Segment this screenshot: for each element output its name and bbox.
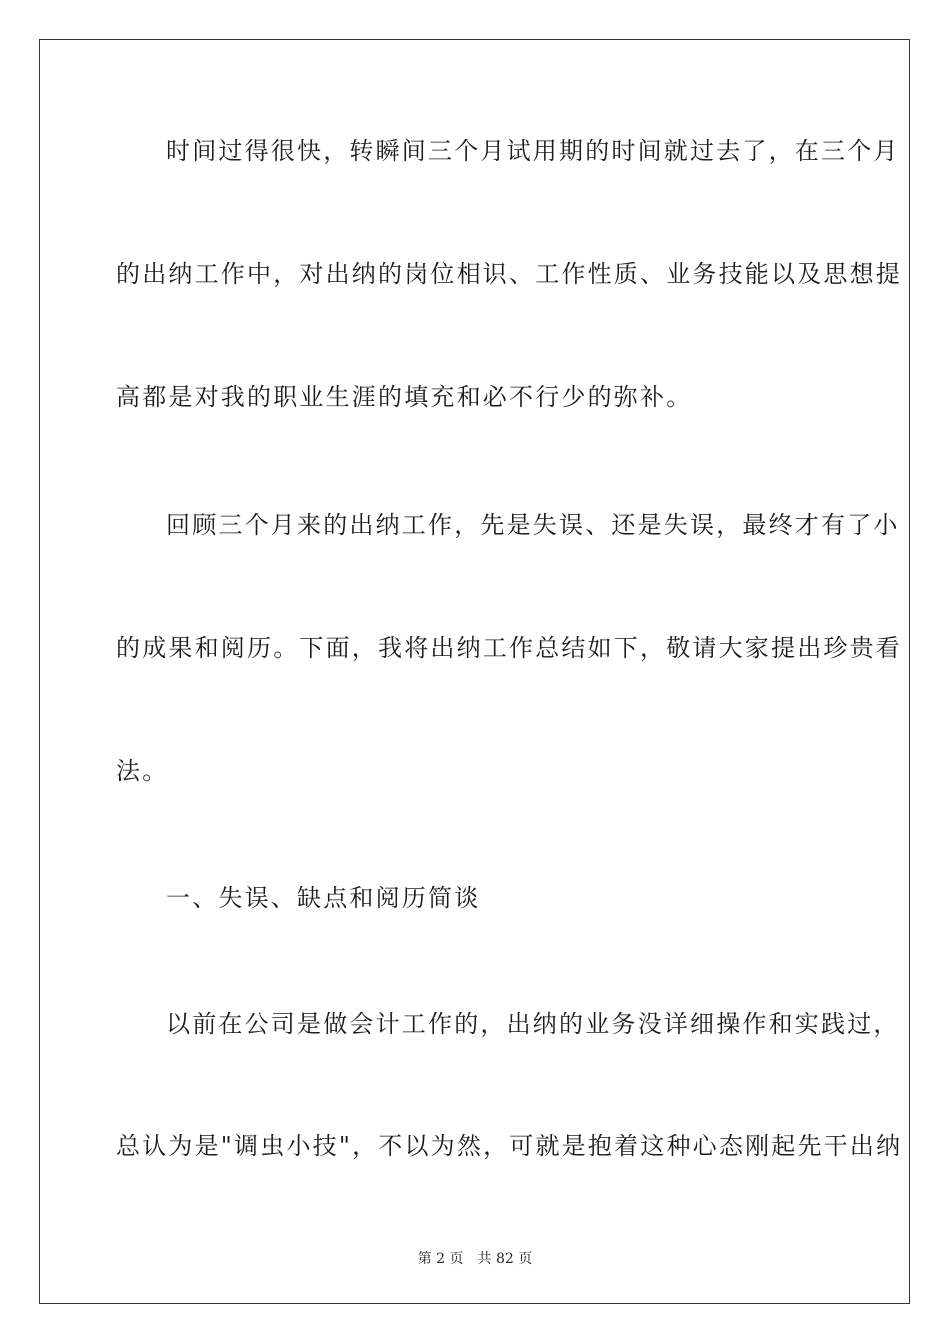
paragraph-1-line-2: 的出纳工作中，对出纳的岗位相识、工作性质、业务技能以及思想提 — [116, 260, 902, 288]
page-footer — [0, 1250, 950, 1268]
page-border — [39, 39, 910, 1304]
paragraph-2-line-1: 回顾三个月来的出纳工作，先是失误、还是失误，最终才有了小 — [166, 511, 900, 539]
paragraph-3-line-2: 总认为是"调虫小技"，不以为然，可就是抱着这种心态刚起先干出纳 — [116, 1132, 903, 1160]
paragraph-2-line-2: 的成果和阅历。下面，我将出纳工作总结如下，敬请大家提出珍贵看 — [116, 634, 902, 662]
paragraph-2-line-3: 法。 — [116, 757, 169, 785]
paragraph-3-line-1: 以前在公司是做会计工作的，出纳的业务没详细操作和实践过， — [166, 1010, 900, 1038]
paragraph-1-line-1: 时间过得很快，转瞬间三个月试用期的时间就过去了，在三个月 — [166, 137, 900, 165]
section-heading: 一、失误、缺点和阅历简谈 — [166, 884, 481, 912]
page-total: 共 82 页 — [477, 1251, 533, 1267]
page-number: 第 2 页 — [417, 1251, 464, 1267]
paragraph-1-line-3: 高都是对我的职业生涯的填充和必不行少的弥补。 — [116, 383, 693, 411]
